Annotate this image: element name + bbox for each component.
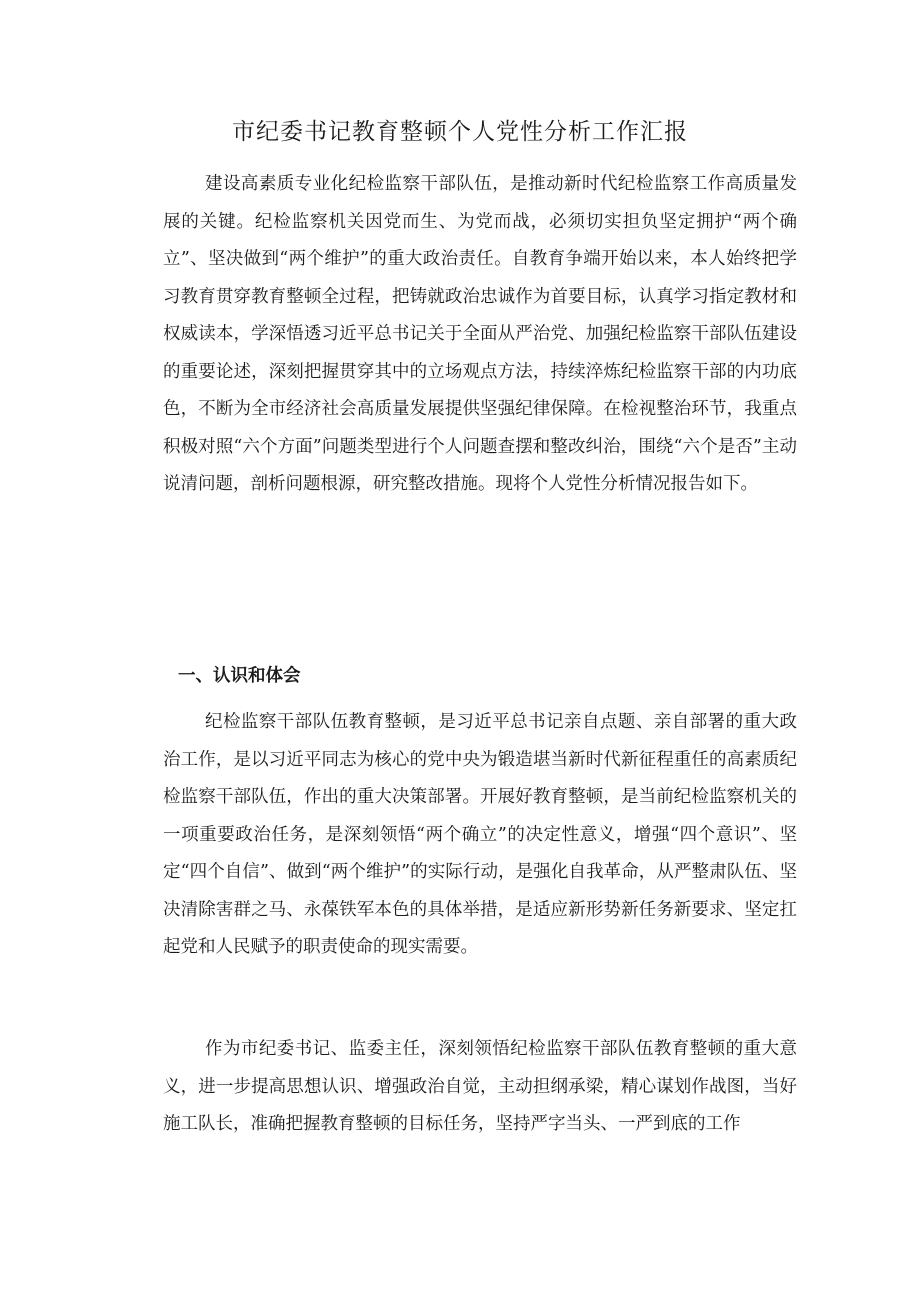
document-title: 市纪委书记教育整顿个人党性分析工作汇报 bbox=[232, 119, 688, 145]
section-heading: 一、认识和体会 bbox=[178, 666, 301, 686]
section-paragraph-1: 纪检监察干部队伍教育整顿，是习近平总书记亲自点题、亲自部署的重大政治工作，是以习近平同志为核心的党中央为锻造堪当新时代新征程重任的高素质纪检监察干部队伍，作出的重大决策部署。开展好教育整顿，是当前纪检监察机关的一项重要政治任务，是深刻领悟“两个确立”的决定性意义，增强“四个意识”、坚定“四个自信”、做到“两个维护”的实际行动，是强化自我革命，从严整肃队伍、坚决清除害群之马、永葆铁军本色的具体举措，是适应新形势新任务新要求、坚定扛起党和人民赋予的职责使命的现实需要。 bbox=[163, 712, 797, 957]
section-paragraph-2: 作为市纪委书记、监委主任，深刻领悟纪检监察干部队伍教育整顿的重大意义，进一步提高思想认识、增强政治自觉，主动担纲承梁，精心谋划作战图，当好施工队长，准确把握教育整顿的目标任务，坚持严字当头、一严到底的工作 bbox=[163, 1039, 797, 1134]
intro-paragraph: 建设高素质专业化纪检监察干部队伍，是推动新时代纪检监察工作高质量发展的关键。纪检监察机关因党而生、为党而战，必须切实担负坚定拥护“两个确立”、坚决做到“两个维护”的重大政治责任。自教育争端开始以来，本人始终把学习教育贯穿教育整顿全过程，把铸就政治忠诚作为首要目标，认真学习指定教材和权威读本，学深悟透习近平总书记关于全面从严治党、加强纪检监察干部队伍建设的重要论述，深刻把握贯穿其中的立场观点方法，持续淬炼纪检监察干部的内功底色，不断为全市经济社会高质量发展提供坚强纪律保障。在检视整治环节，我重点积极对照“六个方面”问题类型进行个人问题查摆和整改纠治，围绕“六个是否”主动说清问题，剖析问题根源，研究整改措施。现将个人党性分析情况报告如下。 bbox=[163, 174, 797, 494]
